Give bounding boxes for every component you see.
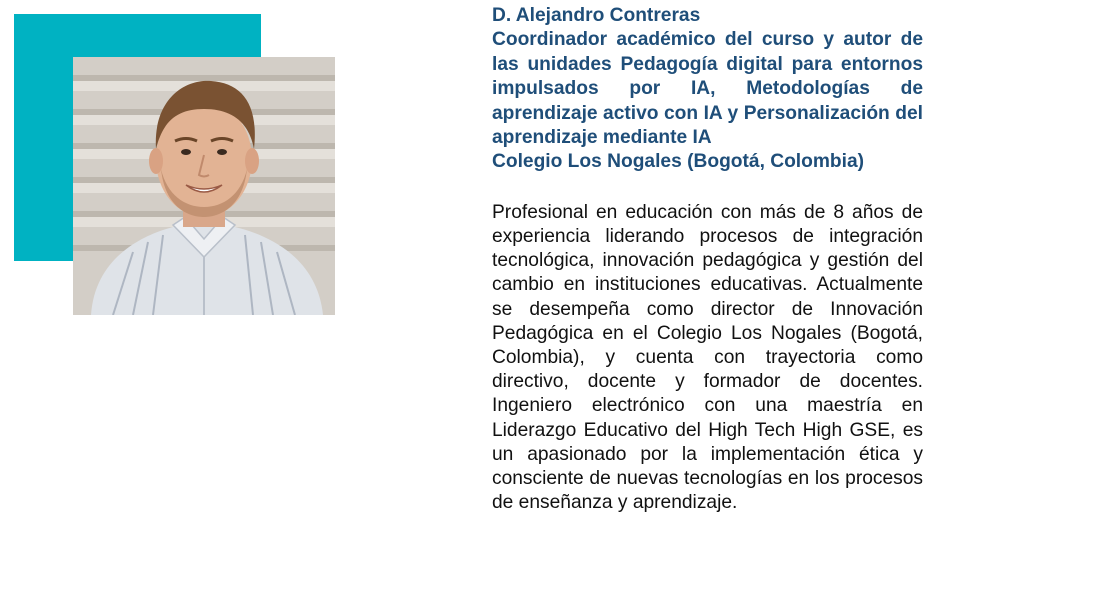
bio-column [492, 4, 923, 515]
person-name: D. Alejandro Contreras [492, 5, 701, 26]
profile-photo [73, 57, 335, 315]
person-institution: Colegio Los Nogales (Bogotá, Colombia) [492, 151, 865, 173]
person-role: Coordinador académico del curso y autor de las unidades Pedagogía digital para entornos impulsados por IA, Metodologías de aprendizaje activo con IA y Personalización del aprendizaje mediante IA [492, 29, 923, 149]
profile-heading [492, 4, 923, 175]
bio-paragraph: Profesional en educación con más de 8 años de experiencia liderando procesos de integración tecnológica, innovación pedagógica y gestión del cambio en instituciones educativas. Actualmente se desempeña como director de Innovación Pedagógica en el Colegio Los Nogales (Bogotá, Colombia), y cuenta con trayectoria como directivo, docente y formador de docentes. Ingeniero electrónico con una maestría en Liderazgo Educativo del High Tech High GSE, es un apasionado por la implementación ética y consciente de nuevas tecnologías en los procesos de enseñanza y aprendizaje. [492, 201, 923, 514]
